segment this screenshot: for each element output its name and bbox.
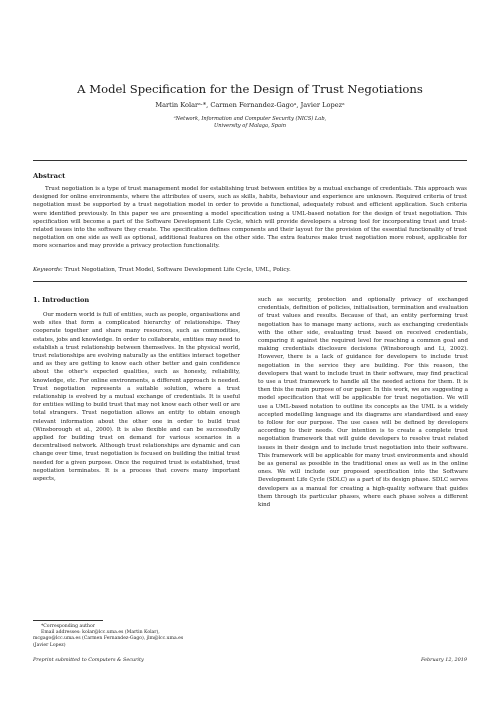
footnotes: [33, 624, 243, 649]
abstract-heading: Abstract: [33, 172, 66, 180]
abstract-top-rule: [33, 160, 467, 161]
intro-left-column: Our modern world is full of entities, such as people, organisations and web sites that form a complicated hierarchy of relationships. They cooperate together and share many resources, such as commodities, estates, jobs and knowledge. In order to collaborate, entities may need to establish a trust relationship between themselves. In the physical world, trust relationships are evolving naturally as the entities interact together and as they are getting to know each other better and gain confidence about the other's expected qualities, such as honesty, reliability, knowledge, etc. For online environments, a different approach is needed. Trust negotiation represents a suitable solution, where a trust relationship is evolved by a mutual exchange of credentials. It is useful for entities willing to build trust that may not know each other well or are total strangers. Trust negotiation allows an entity to obtain enough relevant information about the other one in order to build trust (Winsborough et al., 2000). It is also flexible and can be successfully applied for building trust on demand for various scenarios in a decentralised network. Although trust relationships are dynamic and can change over time, trust negotiation is focused on building the initial trust needed for a given purpose. Once the required trust is established, trust negotiation terminates. It is a process that covers many important aspects,: [33, 312, 240, 483]
keywords-list: Trust Negotiation, Trust Model, Software Development Life Cycle, UML, Policy.: [64, 267, 291, 273]
intro-right-column: such as security, protection and optionally privacy of exchanged credentials, definition of policies, initialisation, termination and evaluation of trust values and results. Because of that, an entity performing trust negotiation has to manage many actions, such as exchanging credentials with the other side, evaluating trust based on received credentials, comparing it against the required level for reaching a common goal and making credentials disclosure decisions (Winsborough and Li, 2002). However, there is a lack of guidance for developers to include trust negotiation in the service they are building. For this reason, the developers that want to include trust in their software, may find practical to use a trust framework to handle all the needed actions for them. It is then this the main purpose of our paper. In this work, we are suggesting a model specification that will be applicable for trust negotiation. We will use a UML-based notation to outline its concepts as the UML is a widely accepted modelling language and its diagrams are standardised and easy to follow for our purpose. The use cases will be defined by developers according to their needs. Our intention is to create a complete trust negotiation framework that will guide developers to resolve trust related issues in their design and to include trust negotiation into their software. This framework will be applicable for many trust environments and should be as general as possible in the traditional ones as well as in the online ones. We will include our proposed specification into the Software Development Life Cycle (SDLC) as a part of its design phase. SDLC serves developers as a manual for creating a high-quality software that guides them through its particular phases, where each phase solves a different kind: [258, 297, 468, 509]
footnote-corresponding: *Corresponding author: [41, 624, 95, 629]
footer-date: February 12, 2019: [421, 657, 467, 663]
abstract-text: Trust negotiation is a type of trust management model for establishing trust between entities by a mutual exchange of credentials. This approach was designed for online environments, where the attributes of users, such as skills, habits, behaviour and experience are unknown. Required criteria of trust negotiation must be supported by a trust negotiation model in order to provide a functional, adequately robust and efficient application. Such criteria were identified previously. In this paper we are presenting a model specification using a UML-based notation for the design of trust negotiation. This specification will become a part of the Software Development Life Cycle, which will provide developers a strong tool for incorporating trust and trust-related issues into the software they create. The specification defines components and their layout for the provision of the essential functionality of trust negotiation on one side as well as optional, additional features on the other side. The extra features make trust negotiation more robust, applicable for more scenarios and may provide a privacy protection functionality.: [33, 186, 467, 250]
abstract-bottom-rule: [33, 281, 467, 282]
keywords: [33, 266, 467, 274]
footnote-emails-1: Email addresses: kolar@lcc.uma.es (Martin Kolar),: [41, 630, 160, 636]
footnote-emails-3: (Javier Lopez): [33, 642, 66, 648]
keywords-label: Keywords:: [33, 267, 63, 273]
affiliation-line-2: University of Malaga, Spain: [213, 122, 287, 129]
footer-preprint: Preprint submitted to Computers & Security: [33, 657, 144, 663]
affiliation: [0, 116, 500, 130]
affiliation-line-1: ᵃNetwork, Information and Computer Security (NICS) Lab,: [173, 116, 327, 122]
page-footer: [33, 657, 467, 663]
paper-title: A Model Specification for the Design of Trust Negotiations: [77, 82, 423, 96]
section-heading-introduction: 1. Introduction: [33, 296, 90, 304]
footnote-emails-2: mcgago@lcc.uma.es (Carmen Fernandez-Gago), jlm@lcc.uma.es: [33, 636, 184, 642]
author-list: Martin Kolarᵃ·*, Carmen Fernandez-Gagoᵃ, Javier Lopezᵃ: [155, 101, 345, 109]
footnote-rule: [33, 620, 103, 621]
